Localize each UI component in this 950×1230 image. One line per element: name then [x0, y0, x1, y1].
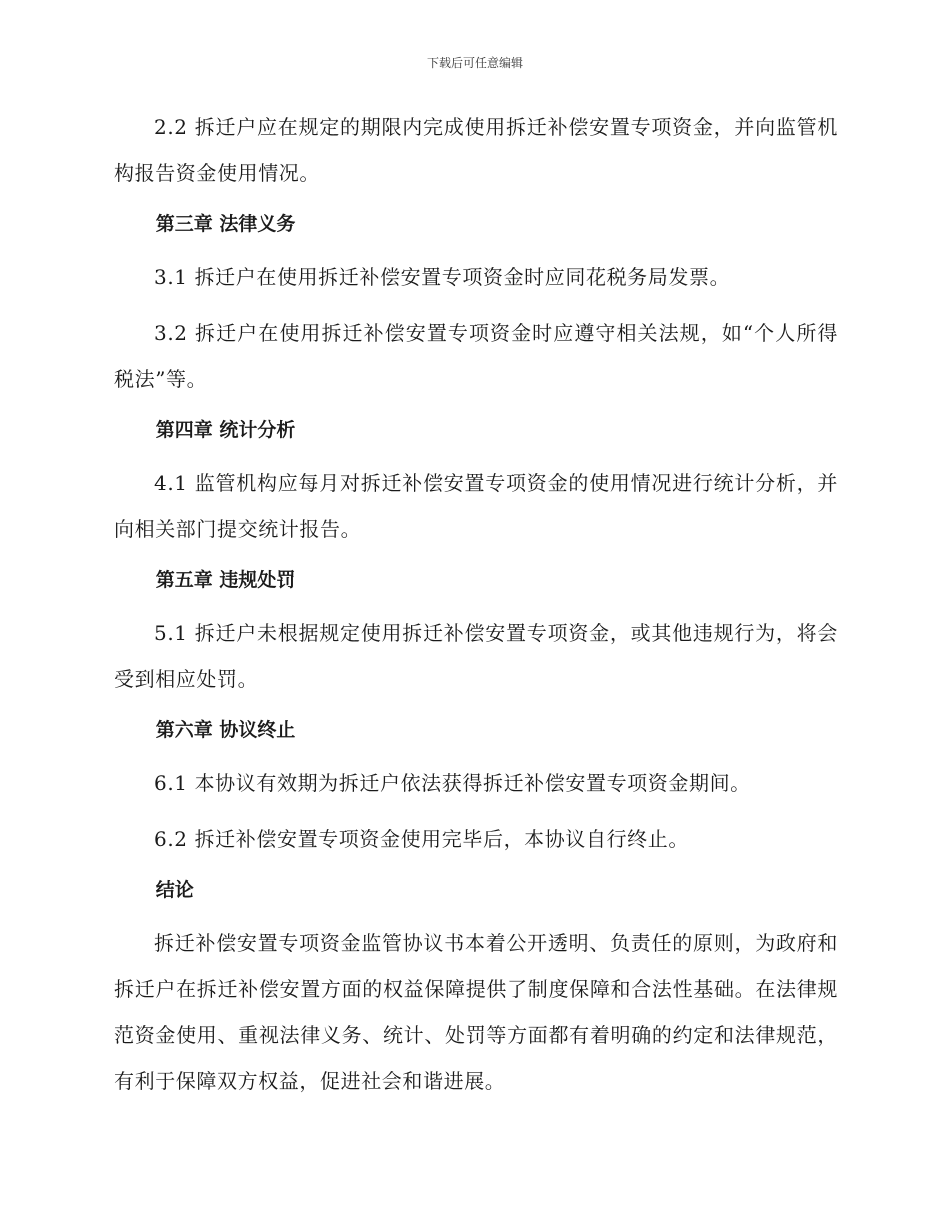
chapter-3-heading: 第三章 法律义务	[155, 213, 296, 235]
chapter-6-heading: 第六章 协议终止	[155, 719, 296, 741]
paragraph-5-1: 5.1 拆迁户未根据规定使用拆迁补偿安置专项资金，或其他违规行为，将会受到相应处罚。	[114, 621, 838, 691]
conclusion-paragraph: 拆迁补偿安置专项资金监管协议书本着公开透明、负责任的原则，为政府和拆迁户在拆迁补偿安置方面的权益保障提供了制度保障和合法性基础。在法律规范资金使用、重视法律义务、统计、处罚等方面都有着明确的约定和法律规范，有利于保障双方权益，促进社会和谐进展。	[114, 931, 838, 1093]
paragraph-3-2: 3.2 拆迁户在使用拆迁补偿安置专项资金时应遵守相关法规，如“个人所得税法”等。	[114, 321, 838, 391]
conclusion-heading: 结论	[155, 879, 194, 901]
paragraph-4-1: 4.1 监管机构应每月对拆迁补偿安置专项资金的使用情况进行统计分析，并向相关部门提交统计报告。	[114, 471, 838, 541]
chapter-4-heading: 第四章 统计分析	[155, 419, 296, 441]
paragraph-3-1: 3.1 拆迁户在使用拆迁补偿安置专项资金时应同花税务局发票。	[154, 265, 731, 289]
chapter-5-heading: 第五章 违规处罚	[155, 569, 296, 591]
page-header: 下载后可任意编辑	[426, 56, 523, 70]
paragraph-6-2: 6.2 拆迁补偿安置专项资金使用完毕后，本协议自行终止。	[154, 827, 689, 851]
document-body	[114, 104, 838, 1114]
paragraph-2-2: 2.2 拆迁户应在规定的期限内完成使用拆迁补偿安置专项资金，并向监管机构报告资金使用情况。	[114, 115, 838, 185]
paragraph-6-1: 6.1 本协议有效期为拆迁户依法获得拆迁补偿安置专项资金期间。	[154, 771, 751, 795]
